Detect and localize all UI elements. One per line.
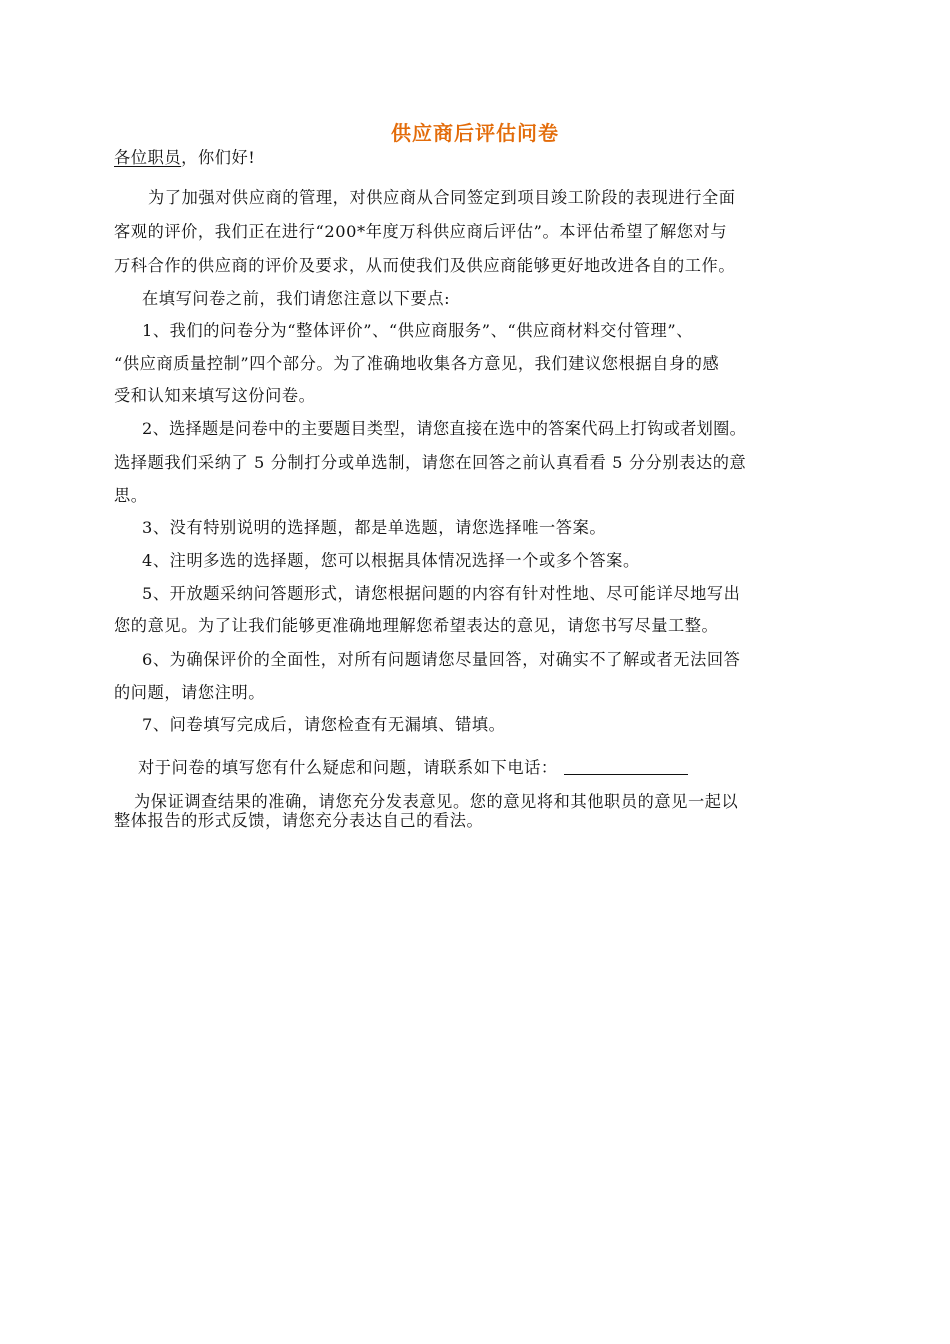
contact-line xyxy=(138,754,688,778)
point-1-line-3: 受和认知来填写这份问卷。 xyxy=(114,386,316,405)
closing-line-2: 整体报告的形式反馈，请您充分表达自己的看法。 xyxy=(114,811,484,830)
point-1-line-2: “供应商质量控制”四个部分。为了准确地收集各方意见，我们建议您根据自身的感 xyxy=(114,354,720,373)
greeting xyxy=(114,144,255,168)
contact-text: 对于问卷的填写您有什么疑虑和问题，请联系如下电话： xyxy=(138,758,558,777)
point-5-line-1: 5、开放题采纳问答题形式，请您根据问题的内容有针对性地、尽可能详尽地写出 xyxy=(142,584,741,603)
point-6-line-1: 6、为确保评价的全面性，对所有问题请您尽量回答，对确实不了解或者无法回答 xyxy=(142,650,741,669)
point-2-line-3: 思。 xyxy=(114,486,148,505)
point-4-line-1: 4、注明多选的选择题，您可以根据具体情况选择一个或多个答案。 xyxy=(142,551,640,570)
point-3-line-1: 3、没有特别说明的选择题，都是单选题，请您选择唯一答案。 xyxy=(142,518,607,537)
notice-intro: 在填写问卷之前，我们请您注意以下要点: xyxy=(142,289,451,308)
phone-blank-field[interactable] xyxy=(564,758,688,775)
intro-line-3: 万科合作的供应商的评价及要求，从而使我们及供应商能够更好地改进各自的工作。 xyxy=(114,256,736,275)
point-1-line-1: 1、我们的问卷分为“整体评价”、“供应商服务”、“供应商材料交付管理”、 xyxy=(142,321,693,340)
intro-line-1: 为了加强对供应商的管理，对供应商从合同签定到项目竣工阶段的表现进行全面 xyxy=(148,188,736,207)
point-6-line-2: 的问题，请您注明。 xyxy=(114,683,266,702)
greeting-rest: ，你们好! xyxy=(181,148,256,167)
point-7-line-1: 7、问卷填写完成后，请您检查有无漏填、错填。 xyxy=(142,715,506,734)
point-2-line-2: 选择题我们采纳了 5 分制打分或单选制，请您在回答之前认真看看 5 分分别表达的意 xyxy=(114,453,747,472)
point-5-line-2: 您的意见。为了让我们能够更准确地理解您希望表达的意见，请您书写尽量工整。 xyxy=(114,616,719,635)
document-title: 供应商后评估问卷 xyxy=(391,121,559,145)
intro-line-2: 客观的评价，我们正在进行“200*年度万科供应商后评估”。本评估希望了解您对与 xyxy=(114,222,728,241)
closing-line-1: 为保证调查结果的准确，请您充分发表意见。您的意见将和其他职员的意见一起以 xyxy=(134,792,739,811)
point-2-line-1: 2、选择题是问卷中的主要题目类型，请您直接在选中的答案代码上打钩或者划圈。 xyxy=(142,419,747,438)
greeting-name: 各位职员 xyxy=(114,148,182,167)
